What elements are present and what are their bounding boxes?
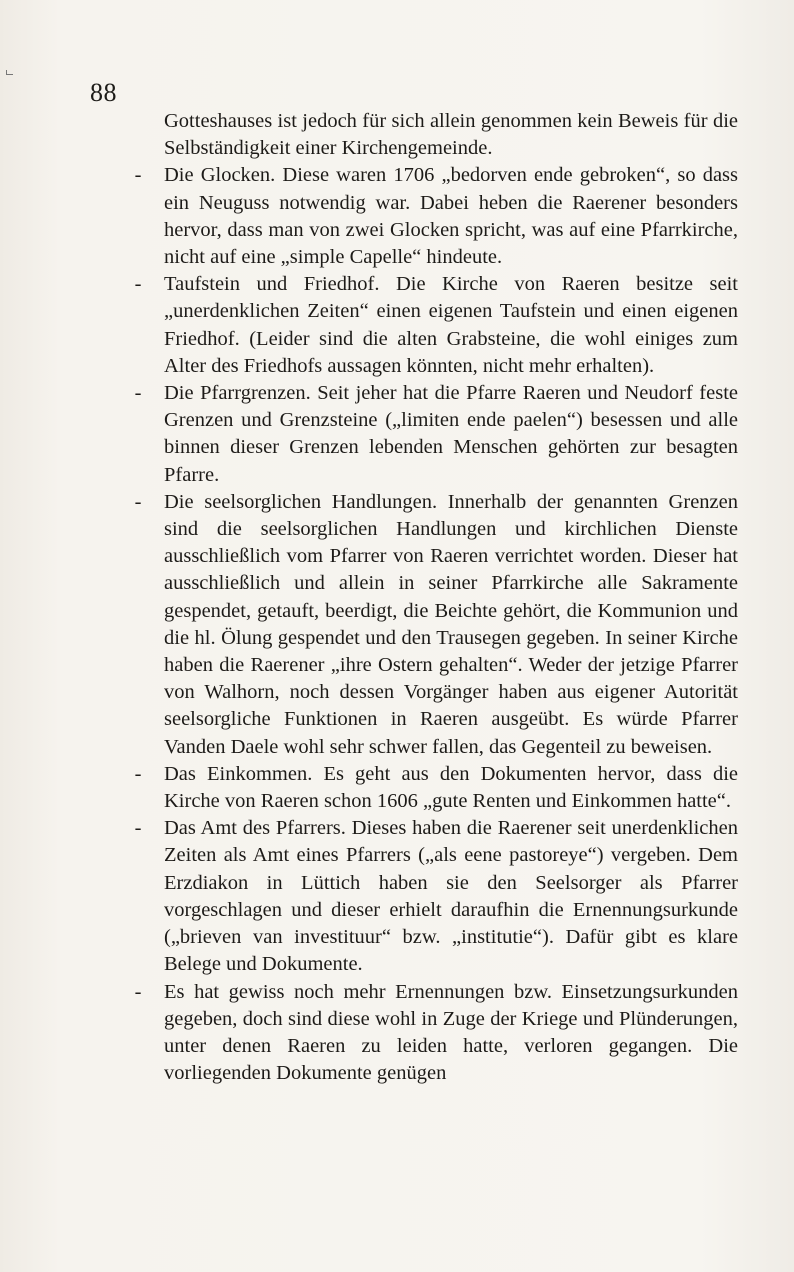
list-item-taufstein [128, 271, 738, 380]
list-dash: - [134, 980, 142, 1003]
list-dash: - [134, 273, 142, 296]
body-text [128, 108, 738, 1087]
list-dash: - [134, 490, 142, 513]
margin-mark [6, 70, 13, 75]
paragraph-text: Die Pfarrgrenzen. Seit jeher hat die Pfarre Raeren und Neudorf feste Grenzen und Grenzsteine („limiten ende paelen“) besessen und alle binnen dieser Grenzen lebenden Menschen gehörten zur besagten Pfarre. [164, 382, 738, 486]
paragraph-text: Die Glocken. Diese waren 1706 „bedorven ende gebroken“, so dass ein Neuguss notwendig war. Dabei heben die Raerener besonders hervor, dass man von zwei Glocken spricht, was auf eine Pfarrkirche, nicht auf eine „simple Capelle“ hindeute. [164, 164, 738, 269]
list-item-einkommen [128, 761, 738, 815]
paragraph-text: Die seelsorglichen Handlungen. Innerhalb der genannten Grenzen sind die seelsorglichen Handlungen und kirchlichen Dienste ausschließlich vom Pfarrer von Raeren verrichtet worden. Dieser hat ausschließlich und allein in seiner Pfarrkirche alle Sakramente gespendet, getauft, beerdigt, die Beichte gehört, die Kommunion und die hl. Ölung gespendet und den Trausegen gegeben. In seiner Kirche haben die Raerener „ihre Ostern gehalten“. Weder der jetzige Pfarrer von Walhorn, noch dessen Vorgänger haben aus eigener Autorität seelsorgliche Funktionen in Raeren ausgeübt. Es würde Pfarrer Vanden Daele wohl sehr schwer fallen, das Gegenteil zu beweisen. [164, 490, 738, 758]
paragraph-text: Taufstein und Friedhof. Die Kirche von Raeren besitze seit „unerdenklichen Zeiten“ einen eigenen Taufstein und einen eigenen Friedhof. (Leider sind die alten Grabsteine, die wohl einiges zum Alter des Friedhofs aussagen könnten, nicht mehr erhalten). [164, 273, 738, 377]
paragraph-text: Das Einkommen. Es geht aus den Dokumenten hervor, dass die Kirche von Raeren schon 1606 „gute Renten und Einkommen hatte“. [164, 762, 738, 813]
list-dash: - [134, 382, 142, 405]
paragraph-text: Es hat gewiss noch mehr Ernennungen bzw. Einsetzungsurkunden gegeben, doch sind diese wohl in Zuge der Kriege und Plünderungen, unter denen Raeren zu leiden hatte, verloren gegangen. Die vorliegenden Dokumente genügen [164, 980, 738, 1085]
list-dash: - [134, 164, 142, 187]
list-item-glocken [128, 162, 738, 271]
list-item-amt [128, 815, 738, 978]
paragraph-continuation [128, 108, 738, 162]
paragraph-text: Gotteshauses ist jedoch für sich allein genommen kein Beweis für die Selbständigkeit einer Kirchengemeinde. [164, 110, 738, 160]
list-item-ernennungen [128, 979, 738, 1088]
list-dash: - [134, 762, 142, 785]
paragraph-text: Das Amt des Pfarrers. Dieses haben die Raerener seit unerdenklichen Zeiten als Amt eines Pfarrers („als eene pastoreye“) vergeben. Dem Erzdiakon in Lüttich haben sie den Seelsorger als Pfarrer vorgeschlagen und dieser erhielt daraufhin die Ernennungsurkunde („brieven van investituur“ bzw. „institutie“). Dafür gibt es klare Belege und Dokumente. [164, 817, 738, 976]
list-item-handlungen [128, 489, 738, 761]
page-number: 88 [90, 78, 117, 107]
list-dash: - [134, 817, 142, 840]
list-item-pfarrgrenzen [128, 380, 738, 489]
